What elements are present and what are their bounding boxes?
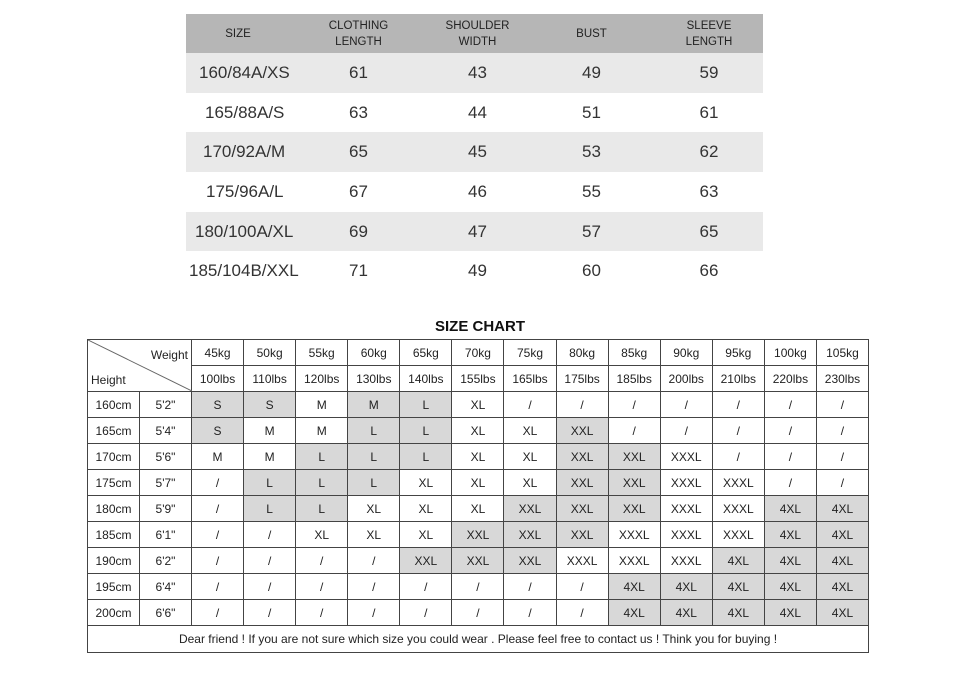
size-cell: 4XL bbox=[764, 600, 816, 626]
size-cell: M bbox=[244, 444, 296, 470]
size-cell: / bbox=[348, 574, 400, 600]
weight-kg-header: 85kg bbox=[608, 340, 660, 366]
weight-lbs-header: 210lbs bbox=[712, 366, 764, 392]
size-cell: XL bbox=[452, 470, 504, 496]
size-cell: XL bbox=[504, 418, 556, 444]
weight-lbs-header: 165lbs bbox=[504, 366, 556, 392]
size-cell: XXL bbox=[608, 496, 660, 522]
weight-lbs-header: 230lbs bbox=[816, 366, 868, 392]
height-ft-cell: 5'2" bbox=[140, 392, 192, 418]
size-cell: XXXL bbox=[712, 496, 764, 522]
size-cell: XXL bbox=[556, 496, 608, 522]
size-label: 175/96A/L bbox=[206, 181, 284, 201]
size-cell: / bbox=[816, 444, 868, 470]
height-ft-cell: 6'1" bbox=[140, 522, 192, 548]
size-cell: 4XL bbox=[816, 496, 868, 522]
size-cell: XXXL bbox=[660, 470, 712, 496]
size-cell: XXXL bbox=[608, 522, 660, 548]
sleeve-length-value: 59 bbox=[699, 62, 719, 82]
header-size: SIZE bbox=[225, 27, 251, 40]
weight-kg-header: 95kg bbox=[712, 340, 764, 366]
size-cell: / bbox=[764, 444, 816, 470]
sleeve-length-value: 65 bbox=[699, 221, 719, 241]
size-chart-table bbox=[87, 339, 869, 653]
weight-lbs-header: 155lbs bbox=[452, 366, 504, 392]
size-cell: XL bbox=[504, 444, 556, 470]
size-cell: XXL bbox=[556, 444, 608, 470]
header-bust: BUST bbox=[576, 27, 607, 40]
size-cell: 4XL bbox=[764, 496, 816, 522]
size-cell: L bbox=[400, 392, 452, 418]
size-value bbox=[186, 63, 290, 83]
size-cell: / bbox=[244, 522, 296, 548]
measurement-row bbox=[186, 93, 763, 133]
size-cell: 4XL bbox=[764, 522, 816, 548]
measurement-table-header bbox=[186, 14, 763, 53]
size-cell: XXXL bbox=[660, 522, 712, 548]
size-label: 165/88A/S bbox=[205, 102, 285, 122]
size-value bbox=[186, 221, 294, 242]
size-cell: / bbox=[608, 392, 660, 418]
size-cell: XXXL bbox=[608, 548, 660, 574]
size-cell: / bbox=[452, 574, 504, 600]
size-cell: / bbox=[244, 548, 296, 574]
size-label: 160/84A/XS bbox=[199, 62, 290, 82]
size-cell: / bbox=[348, 548, 400, 574]
clothing-length-value: 69 bbox=[349, 221, 368, 241]
size-cell: XL bbox=[452, 392, 504, 418]
size-cell: 4XL bbox=[764, 548, 816, 574]
size-cell: XXL bbox=[556, 522, 608, 548]
height-ft-cell: 6'2" bbox=[140, 548, 192, 574]
size-cell: XL bbox=[452, 418, 504, 444]
height-axis-label: Height bbox=[91, 373, 126, 387]
size-cell: 4XL bbox=[712, 600, 764, 626]
bust-value: 60 bbox=[582, 261, 601, 281]
weight-kg-header: 55kg bbox=[296, 340, 348, 366]
size-cell: XXXL bbox=[660, 496, 712, 522]
size-cell: / bbox=[192, 522, 244, 548]
size-cell: 4XL bbox=[660, 574, 712, 600]
size-value bbox=[186, 142, 290, 162]
size-cell: / bbox=[816, 470, 868, 496]
size-cell: 4XL bbox=[712, 574, 764, 600]
weight-kg-header: 70kg bbox=[452, 340, 504, 366]
height-cm-cell: 160cm bbox=[88, 392, 140, 418]
weight-lbs-header: 140lbs bbox=[400, 366, 452, 392]
size-cell: / bbox=[764, 470, 816, 496]
height-ft-cell: 5'4" bbox=[140, 418, 192, 444]
size-chart-row bbox=[88, 496, 869, 522]
size-cell: / bbox=[556, 600, 608, 626]
size-cell: 4XL bbox=[608, 600, 660, 626]
weight-kg-header: 100kg bbox=[764, 340, 816, 366]
measurement-table bbox=[186, 14, 763, 291]
sleeve-length-value: 61 bbox=[699, 102, 719, 122]
size-cell: L bbox=[244, 496, 296, 522]
size-cell: XL bbox=[400, 522, 452, 548]
size-cell: / bbox=[296, 548, 348, 574]
size-cell: XXXL bbox=[660, 444, 712, 470]
weight-lbs-header: 120lbs bbox=[296, 366, 348, 392]
size-cell: XL bbox=[452, 496, 504, 522]
size-cell: / bbox=[192, 496, 244, 522]
height-cm-cell: 180cm bbox=[88, 496, 140, 522]
size-cell: XXL bbox=[452, 548, 504, 574]
size-cell: S bbox=[244, 392, 296, 418]
size-chart-title: SIZE CHART bbox=[435, 318, 525, 335]
size-cell: / bbox=[452, 600, 504, 626]
size-cell: XXL bbox=[556, 470, 608, 496]
size-cell: M bbox=[244, 418, 296, 444]
size-chart-row bbox=[88, 548, 869, 574]
size-cell: L bbox=[400, 418, 452, 444]
weight-lbs-header: 200lbs bbox=[660, 366, 712, 392]
corner-header bbox=[88, 340, 192, 392]
size-cell: XL bbox=[452, 444, 504, 470]
weight-kg-header: 90kg bbox=[660, 340, 712, 366]
weight-kg-header: 75kg bbox=[504, 340, 556, 366]
size-cell: / bbox=[504, 574, 556, 600]
size-cell: L bbox=[348, 444, 400, 470]
size-cell: L bbox=[296, 496, 348, 522]
size-cell: / bbox=[244, 600, 296, 626]
size-cell: M bbox=[296, 418, 348, 444]
size-cell: XXL bbox=[400, 548, 452, 574]
size-cell: XL bbox=[400, 496, 452, 522]
measurement-row bbox=[186, 132, 763, 172]
height-cm-cell: 165cm bbox=[88, 418, 140, 444]
size-cell: 4XL bbox=[816, 600, 868, 626]
weight-lbs-header: 110lbs bbox=[244, 366, 296, 392]
shoulder-width-value: 44 bbox=[468, 102, 487, 122]
sleeve-length-value: 63 bbox=[699, 181, 719, 201]
size-cell: / bbox=[192, 548, 244, 574]
height-cm-cell: 195cm bbox=[88, 574, 140, 600]
size-label: 170/92A/M bbox=[203, 142, 286, 162]
sleeve-length-value: 66 bbox=[699, 261, 719, 281]
shoulder-width-value: 47 bbox=[468, 221, 487, 241]
size-cell: / bbox=[556, 392, 608, 418]
height-ft-cell: 6'6" bbox=[140, 600, 192, 626]
size-chart-row bbox=[88, 574, 869, 600]
size-value bbox=[186, 261, 299, 281]
height-ft-cell: 5'9" bbox=[140, 496, 192, 522]
size-cell: XL bbox=[400, 470, 452, 496]
size-cell: M bbox=[296, 392, 348, 418]
weight-kg-header: 80kg bbox=[556, 340, 608, 366]
size-cell: / bbox=[712, 444, 764, 470]
size-cell: / bbox=[816, 418, 868, 444]
shoulder-width-value: 46 bbox=[468, 181, 487, 201]
weight-axis-label: Weight bbox=[150, 348, 188, 362]
weight-kg-header: 50kg bbox=[244, 340, 296, 366]
size-cell: / bbox=[348, 600, 400, 626]
bust-value: 51 bbox=[582, 102, 601, 122]
size-cell: / bbox=[608, 418, 660, 444]
size-cell: / bbox=[296, 600, 348, 626]
sleeve-length-value: 62 bbox=[699, 142, 719, 162]
height-ft-cell: 6'4" bbox=[140, 574, 192, 600]
size-chart-row bbox=[88, 444, 869, 470]
weight-lbs-header: 175lbs bbox=[556, 366, 608, 392]
size-cell: / bbox=[764, 418, 816, 444]
measurement-row bbox=[186, 212, 763, 252]
height-cm-cell: 200cm bbox=[88, 600, 140, 626]
bust-value: 53 bbox=[582, 142, 601, 162]
height-ft-cell: 5'6" bbox=[140, 444, 192, 470]
size-label: 185/104B/XXL bbox=[189, 261, 299, 281]
size-cell: 4XL bbox=[816, 574, 868, 600]
size-chart-row bbox=[88, 392, 869, 418]
size-cell: 4XL bbox=[608, 574, 660, 600]
size-cell: 4XL bbox=[660, 600, 712, 626]
size-cell: L bbox=[244, 470, 296, 496]
clothing-length-value: 71 bbox=[349, 261, 368, 281]
size-cell: / bbox=[504, 600, 556, 626]
size-cell: S bbox=[192, 418, 244, 444]
size-cell: L bbox=[296, 470, 348, 496]
size-cell: / bbox=[244, 574, 296, 600]
bust-value: 57 bbox=[582, 221, 601, 241]
weight-lbs-header: 130lbs bbox=[348, 366, 400, 392]
weight-kg-header: 105kg bbox=[816, 340, 868, 366]
height-cm-cell: 190cm bbox=[88, 548, 140, 574]
size-cell: M bbox=[192, 444, 244, 470]
height-cm-cell: 185cm bbox=[88, 522, 140, 548]
size-cell: / bbox=[660, 392, 712, 418]
size-cell: / bbox=[660, 418, 712, 444]
size-cell: L bbox=[400, 444, 452, 470]
header-sleeve-length: SLEEVE LENGTH bbox=[685, 19, 733, 48]
size-cell: XXL bbox=[452, 522, 504, 548]
header-shoulder-width: SHOULDER WIDTH bbox=[445, 19, 510, 48]
weight-lbs-header: 100lbs bbox=[192, 366, 244, 392]
size-cell: XXL bbox=[504, 522, 556, 548]
clothing-length-value: 67 bbox=[349, 181, 368, 201]
measurement-row bbox=[186, 251, 763, 291]
weight-lbs-header: 220lbs bbox=[764, 366, 816, 392]
size-cell: / bbox=[712, 418, 764, 444]
size-chart-row bbox=[88, 418, 869, 444]
size-cell: / bbox=[764, 392, 816, 418]
size-cell: S bbox=[192, 392, 244, 418]
size-value bbox=[186, 182, 290, 202]
size-cell: 4XL bbox=[816, 522, 868, 548]
weight-kg-header: 65kg bbox=[400, 340, 452, 366]
size-chart-row bbox=[88, 600, 869, 626]
clothing-length-value: 63 bbox=[349, 102, 368, 122]
weight-kg-header: 60kg bbox=[348, 340, 400, 366]
size-cell: 4XL bbox=[764, 574, 816, 600]
header-clothing-length: CLOTHING LENGTH bbox=[328, 19, 389, 48]
size-value bbox=[186, 103, 290, 123]
size-cell: XL bbox=[504, 470, 556, 496]
height-ft-cell: 5'7" bbox=[140, 470, 192, 496]
shoulder-width-value: 45 bbox=[468, 142, 487, 162]
shoulder-width-value: 49 bbox=[468, 261, 487, 281]
size-chart-row bbox=[88, 470, 869, 496]
clothing-length-value: 65 bbox=[349, 142, 368, 162]
size-cell: XXL bbox=[556, 418, 608, 444]
weight-kg-header: 45kg bbox=[192, 340, 244, 366]
footer-note: Dear friend ! If you are not sure which size you could wear . Please feel free to contact us ! Think you for buying ! bbox=[88, 626, 869, 653]
size-cell: XXL bbox=[608, 470, 660, 496]
size-cell: / bbox=[504, 392, 556, 418]
size-cell: XXXL bbox=[712, 522, 764, 548]
clothing-length-value: 61 bbox=[349, 62, 368, 82]
size-cell: XXL bbox=[504, 496, 556, 522]
size-cell: / bbox=[192, 574, 244, 600]
size-cell: L bbox=[348, 418, 400, 444]
size-cell: / bbox=[400, 600, 452, 626]
size-cell: L bbox=[348, 470, 400, 496]
height-cm-cell: 170cm bbox=[88, 444, 140, 470]
weight-lbs-header: 185lbs bbox=[608, 366, 660, 392]
size-cell: XXXL bbox=[660, 548, 712, 574]
size-cell: XXL bbox=[608, 444, 660, 470]
size-cell: XXXL bbox=[712, 470, 764, 496]
size-cell: / bbox=[816, 392, 868, 418]
size-cell: XXL bbox=[504, 548, 556, 574]
measurement-row bbox=[186, 53, 763, 93]
size-cell: XL bbox=[348, 522, 400, 548]
size-cell: / bbox=[296, 574, 348, 600]
size-cell: XL bbox=[296, 522, 348, 548]
size-cell: / bbox=[192, 600, 244, 626]
size-chart-row bbox=[88, 522, 869, 548]
bust-value: 49 bbox=[582, 62, 601, 82]
size-cell: L bbox=[296, 444, 348, 470]
shoulder-width-value: 43 bbox=[468, 62, 487, 82]
size-cell: / bbox=[192, 470, 244, 496]
size-cell: M bbox=[348, 392, 400, 418]
size-cell: XXXL bbox=[556, 548, 608, 574]
measurement-row bbox=[186, 172, 763, 212]
bust-value: 55 bbox=[582, 181, 601, 201]
size-cell: 4XL bbox=[712, 548, 764, 574]
height-cm-cell: 175cm bbox=[88, 470, 140, 496]
size-cell: 4XL bbox=[816, 548, 868, 574]
size-label: 180/100A/XL bbox=[195, 221, 294, 241]
size-cell: XL bbox=[348, 496, 400, 522]
size-cell: / bbox=[400, 574, 452, 600]
size-cell: / bbox=[712, 392, 764, 418]
size-cell: / bbox=[556, 574, 608, 600]
